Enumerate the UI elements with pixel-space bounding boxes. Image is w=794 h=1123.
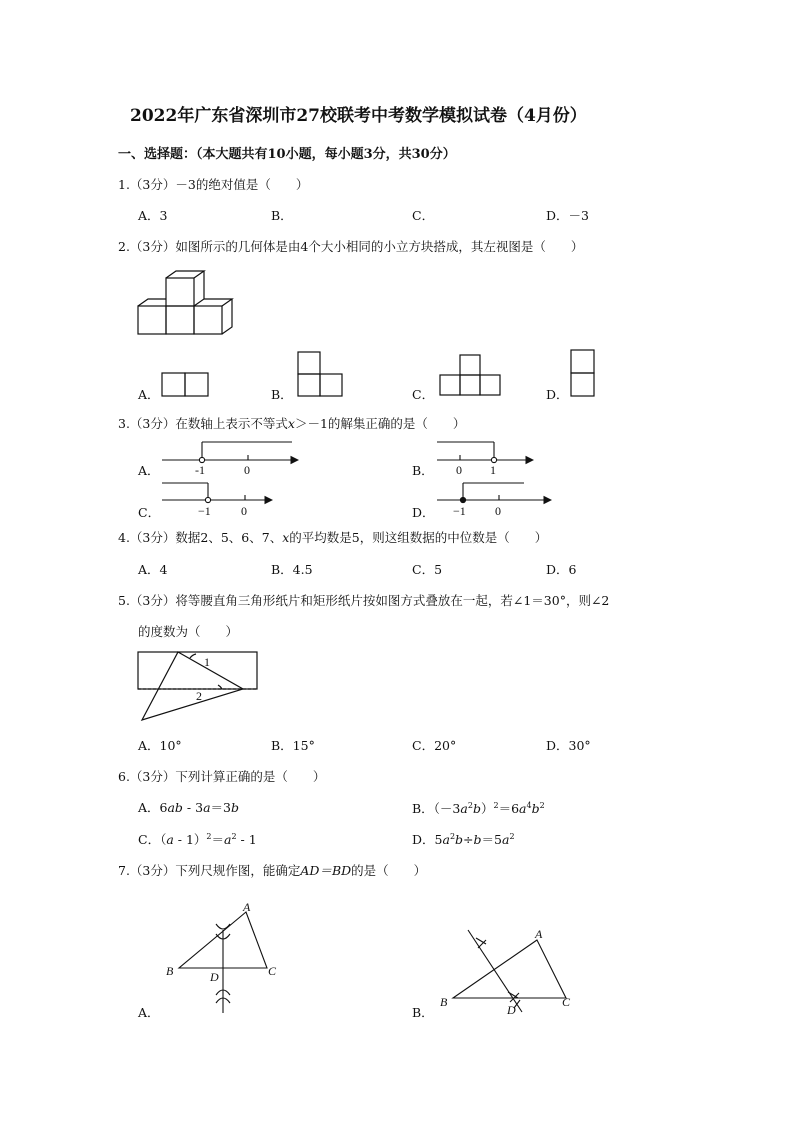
q1-option-a[interactable]: A．3 xyxy=(138,208,168,223)
q6-option-d[interactable]: D．$5a^2b\div b=5a^2$ xyxy=(412,832,515,847)
q7b-vertex-c: C xyxy=(562,995,571,1009)
q3c-label-2: 0 xyxy=(241,504,247,518)
q3a-label-1: -1 xyxy=(195,463,205,477)
q3-option-b[interactable]: B． xyxy=(412,463,434,478)
q4-option-a[interactable]: A．4 xyxy=(138,562,168,577)
question-6-stem: 6.（3分）下列计算正确的是（ ） xyxy=(118,769,326,784)
q3d-label-2: 0 xyxy=(495,504,501,518)
question-3-stem: 3.（3分）在数轴上表示不等式x＞－1的解集正确的是（ ） xyxy=(118,416,466,431)
q5-option-d[interactable]: D．30° xyxy=(546,738,591,753)
section-heading: 一、选择题：（本大题共有10小题，每小题3分，共30分） xyxy=(118,147,456,162)
question-4-stem: 4.（3分）数据2、5、6、7、x的平均数是5，则这组数据的中位数是（ ） xyxy=(118,530,548,545)
q5-option-a[interactable]: A．10° xyxy=(138,738,182,753)
q3-option-d[interactable]: D． xyxy=(412,505,435,520)
q2-option-b[interactable]: B． xyxy=(271,387,293,402)
q3-option-c[interactable]: C． xyxy=(138,505,161,520)
question-7-stem: 7.（3分）下列尺规作图，能确定AD＝BD的是（ ） xyxy=(118,863,427,878)
q7a-vertex-b: B xyxy=(166,964,174,978)
q4-option-b[interactable]: B．4.5 xyxy=(271,562,313,577)
q3b-label-1: 0 xyxy=(456,463,462,477)
q5-option-b[interactable]: B．15° xyxy=(271,738,315,753)
q7-option-a[interactable]: A． xyxy=(138,1005,160,1020)
q7a-vertex-d: D xyxy=(210,970,219,984)
q6-option-a[interactable]: A．6ab - 3a＝3b xyxy=(138,800,239,815)
question-1-stem: 1.（3分）－3的绝对值是（ ） xyxy=(118,177,309,192)
q5-angle-1-label: 1 xyxy=(204,655,210,669)
q7a-vertex-c: C xyxy=(268,964,277,978)
q1-option-c[interactable]: C． xyxy=(412,208,435,223)
q7b-vertex-d: D xyxy=(507,1003,516,1017)
q3b-label-2: 1 xyxy=(490,463,496,477)
question-5-stem: 5.（3分）将等腰直角三角形纸片和矩形纸片按如图方式叠放在一起，若∠1＝30°，则∠2 xyxy=(118,593,610,608)
q2-option-c[interactable]: C． xyxy=(412,387,435,402)
q7-option-b[interactable]: B． xyxy=(412,1005,434,1020)
q1-option-d[interactable]: D．－3 xyxy=(546,208,589,223)
q4-option-d[interactable]: D．6 xyxy=(546,562,577,577)
q3d-label-1: −1 xyxy=(453,504,466,518)
q7a-vertex-a: A xyxy=(243,900,251,914)
q5-option-c[interactable]: C．20° xyxy=(412,738,457,753)
q3c-label-1: −1 xyxy=(198,504,211,518)
q1-option-b[interactable]: B． xyxy=(271,208,293,223)
q4-option-c[interactable]: C．5 xyxy=(412,562,443,577)
q6-option-c[interactable]: C．$(a - 1)^2=a^2 - 1$ xyxy=(138,832,257,847)
q5-angle-2-label: 2 xyxy=(196,689,202,703)
q2-option-d[interactable]: D． xyxy=(546,387,569,402)
page-title: 2022年广东省深圳市27校联考中考数学模拟试卷（4月份） xyxy=(130,106,587,126)
q3a-label-2: 0 xyxy=(244,463,250,477)
q7b-vertex-a: A xyxy=(535,927,543,941)
question-2-stem: 2.（3分）如图所示的几何体是由4个大小相同的小立方块搭成，其左视图是（ ） xyxy=(118,239,584,254)
q7b-vertex-b: B xyxy=(440,995,448,1009)
question-5-stem-cont: 的度数为（ ） xyxy=(138,624,239,639)
q2-option-a[interactable]: A． xyxy=(138,387,160,402)
q6-option-b[interactable]: B．$(-3a^2b)^2=6a^4b^2$ xyxy=(412,801,545,816)
q3-option-a[interactable]: A． xyxy=(138,463,160,478)
